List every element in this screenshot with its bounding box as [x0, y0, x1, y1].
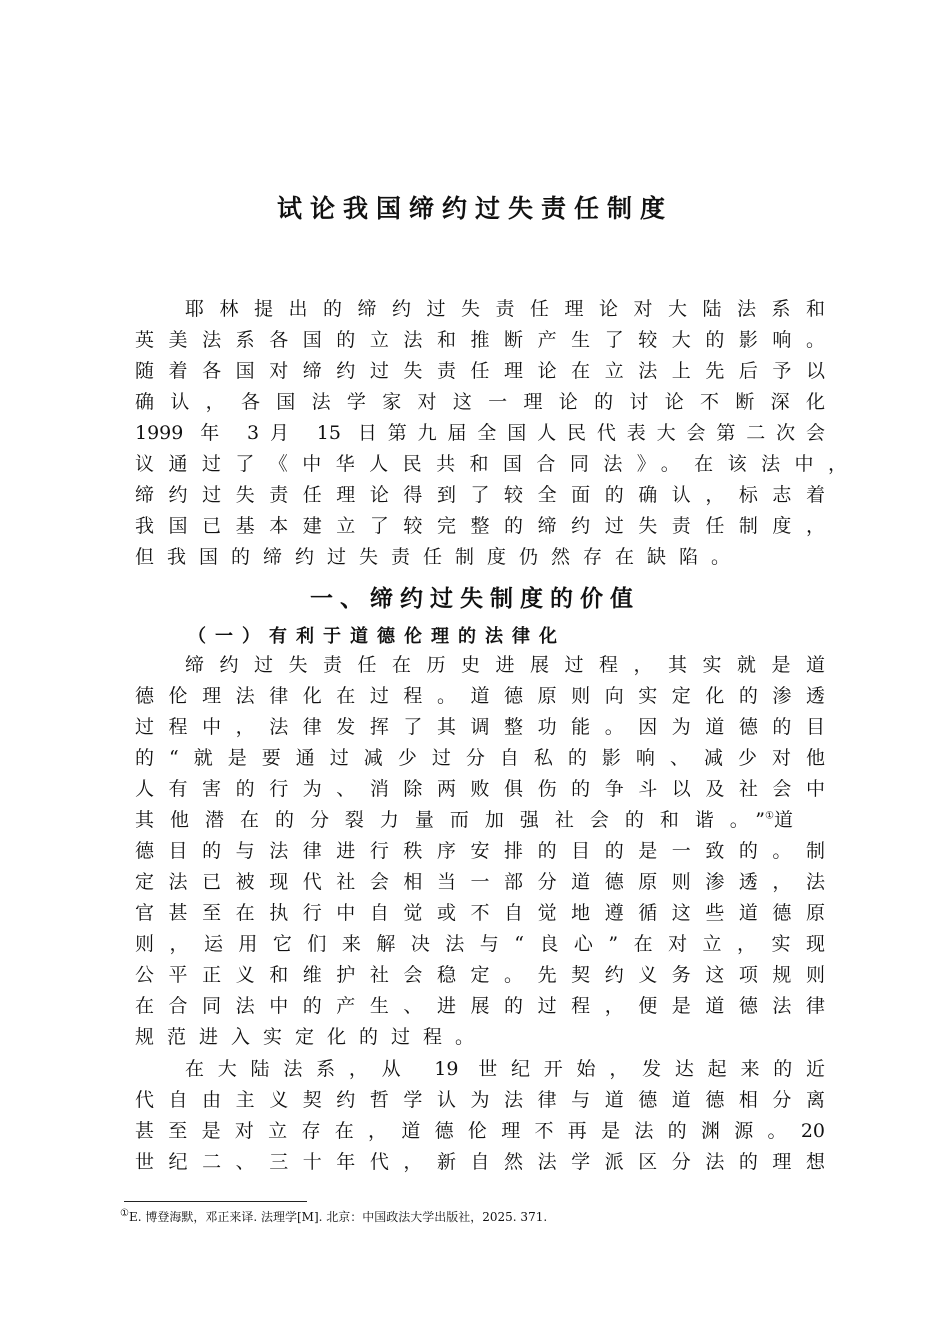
body-line-tail: 道 [773, 809, 793, 831]
intro-line: 随着各国对缔约过失责任理论在立法上先后予以 [135, 360, 825, 382]
body-line: 规范进入实定化的过程。 [135, 1026, 488, 1048]
body-line: 世纪二、三十年代，新自然法学派区分法的理想 [135, 1151, 825, 1173]
body-line: 公平正义和维护社会稳定。先契约义务这项规则 [135, 964, 825, 986]
body-line: 人有害的行为、消除两败俱伤的争斗以及社会中 [135, 778, 825, 800]
body-line: 在合同法中的产生、进展的过程，便是道德法律 [135, 995, 825, 1017]
intro-line: 耶林提出的缔约过失责任理论对大陆法系和 [185, 298, 825, 320]
intro-line: 议通过了《中华人民共和国合同法》。在该法中， [135, 453, 847, 475]
intro-line: 缔约过失责任理论得到了较全面的确认，标志着 [135, 484, 825, 506]
body-line-text: 其他潜在的分裂力量而加强社会的和谐。” [135, 809, 765, 831]
body-line: 在大陆法系，从 19 世纪开始，发达起来的近 [185, 1058, 825, 1080]
body-line-with-footnote [135, 805, 825, 836]
body-line: 德目的与法律进行秩序安排的目的是一致的。制 [135, 840, 825, 862]
intro-line: 1999 年 3月 15 日第九届全国人民代表大会第二次会 [135, 422, 825, 444]
body-line: 的“就是要通过减少过分自私的影响、减少对他 [135, 747, 825, 769]
footnote-marker: ① [120, 1208, 129, 1219]
intro-line: 确认，各国法学家对这一理论的讨论不断深化 [135, 391, 825, 413]
footnote-rule [124, 1201, 307, 1202]
body-line: 甚至是对立存在，道德伦理不再是法的渊源。20 [135, 1120, 825, 1142]
section-heading: 一、缔约过失制度的价值 [310, 586, 640, 612]
body-line: 缔约过失责任在历史进展过程，其实就是道 [185, 654, 825, 676]
body-line: 代自由主义契约哲学认为法律与道德道德相分离 [135, 1089, 825, 1111]
intro-line: 我国已基本建立了较完整的缔约过失责任制度， [135, 515, 825, 537]
footnote-marker: ① [765, 810, 774, 822]
footnote [120, 1208, 547, 1226]
body-line: 则，运用它们来解决法与“良心”在对立，实现 [135, 933, 825, 955]
body-line: 德伦理法律化在过程。道德原则向实定化的渗透 [135, 685, 825, 707]
footnote-text: E. 博登海默，邓正来译. 法理学[M]. 北京：中国政法大学出版社，2025. 371. [128, 1210, 548, 1224]
intro-line: 但我国的缔约过失责任制度仍然存在缺陷。 [135, 546, 744, 568]
intro-line: 英美法系各国的立法和推断产生了较大的影响。 [135, 329, 825, 351]
body-line: 过程中，法律发挥了其调整功能。因为道德的目 [135, 716, 825, 738]
body-line: 定法已被现代社会相当一部分道德原则渗透，法 [135, 871, 825, 893]
body-line: 官甚至在执行中自觉或不自觉地遵循这些道德原 [135, 902, 825, 924]
subsection-heading: （一）有利于道德伦理的法律化 [188, 626, 566, 647]
paper-title: 试论我国缔约过失责任制度 [276, 194, 673, 223]
